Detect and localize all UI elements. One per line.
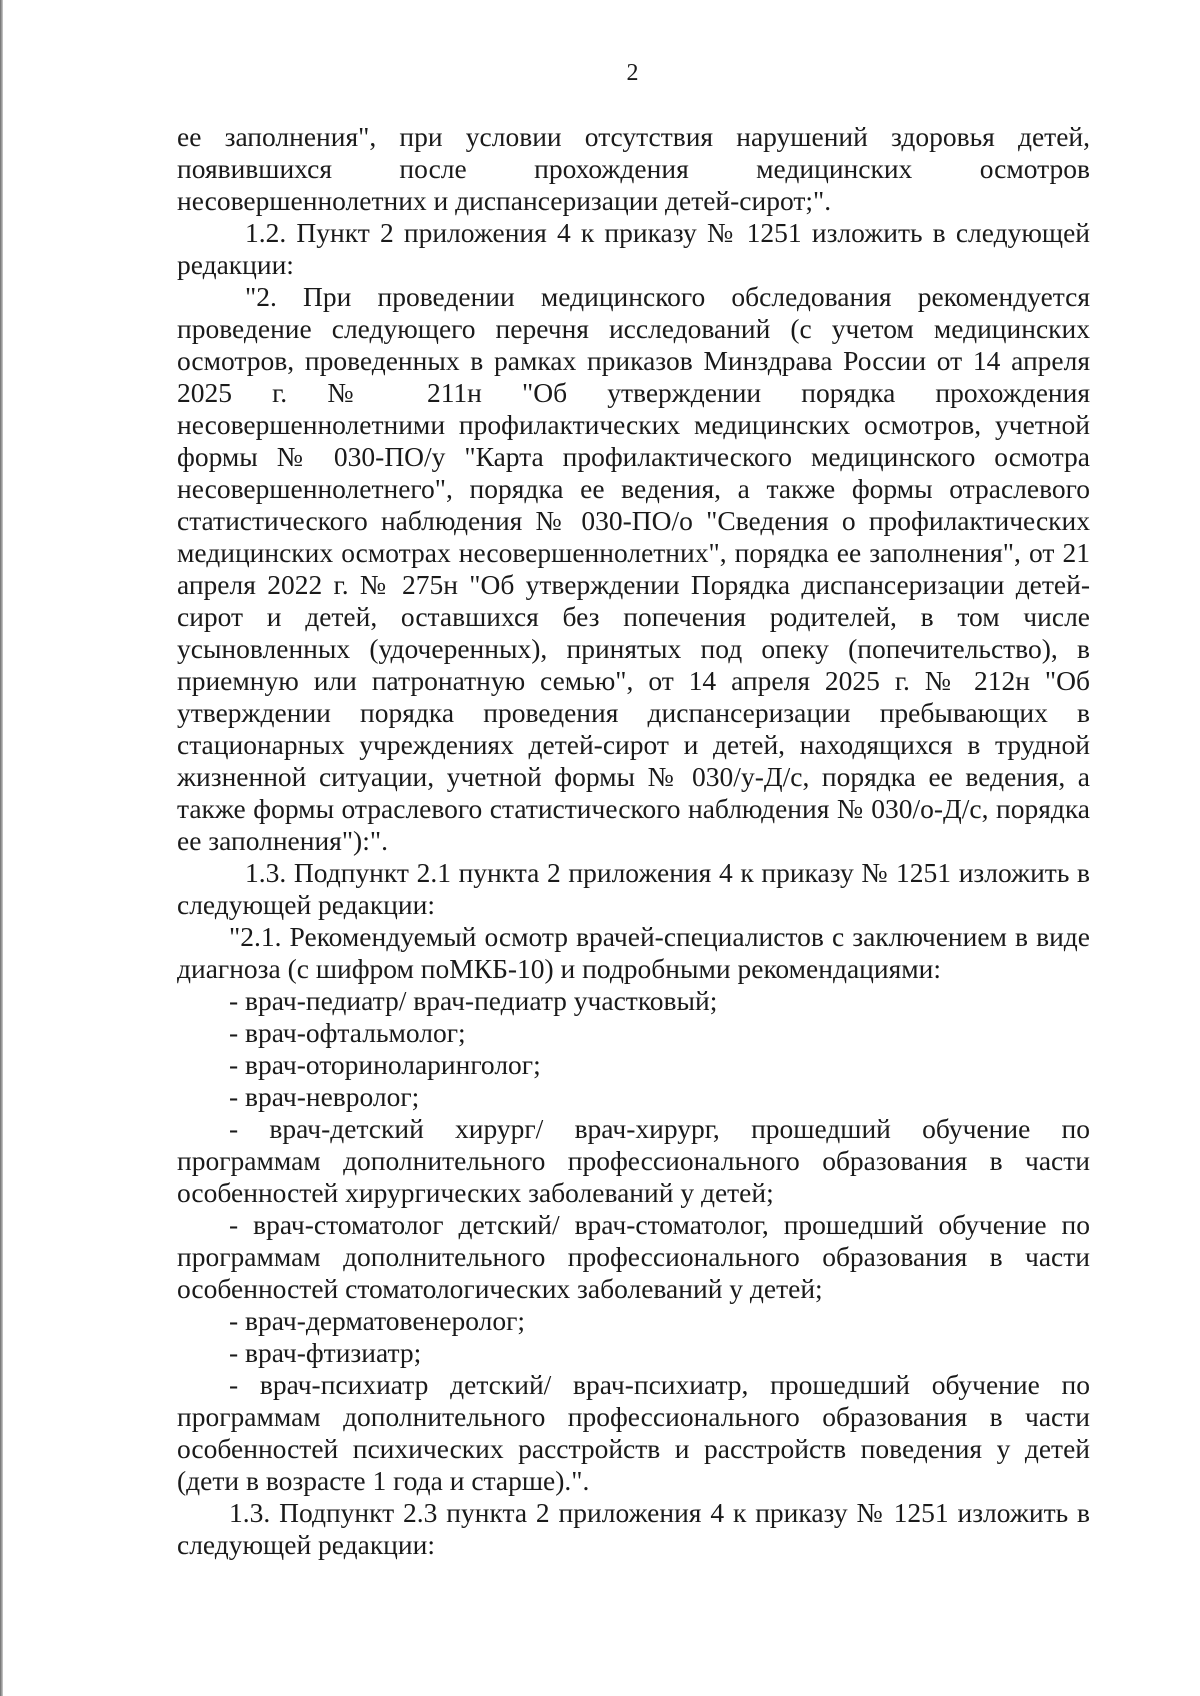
list-item: - врач-оториноларинголог; — [229, 1049, 541, 1080]
paragraph-item-1-3: 1.3. Подпункт 2.1 пункта 2 приложения 4 к приказу № 1251 изложить в следующей редакции: — [177, 857, 1090, 920]
list-item: - врач-педиатр/ врач-педиатр участковый; — [229, 985, 718, 1016]
paragraph-quote-2: "2. При проведении медицинского обследования рекомендуется проведение следующего перечня исследований (с учетом медицинских осмотров, проведенных в рамках приказов Минздрава России от 14 апреля 2025 г. № 211н "Об утверждении порядка прохождения несовершеннолетними профилактических медицинских осмотров, учетной формы № 030-ПО/у "Карта профилактического медицинского осмотра несовершеннолетнего", порядка ее ведения, а также формы отраслевого статистического наблюдения № 030-ПО/о "Сведения о профилактических медицинских осмотрах несовершеннолетних", порядка ее заполнения", от 21 апреля 2022 г. № 275н "Об утверждении Порядка диспансеризации детей-сирот и детей, оставшихся без попечения родителей, в том числе усыновленных (удочеренных), принятых под опеку (попечительство), в приемную или патронатную семью", от 14 апреля 2025 г. № 212н "Об утверждении порядка проведения диспансеризации пребывающих в стационарных учреждениях детей-сирот и детей, находящихся в трудной жизненной ситуации, учетной формы № 030/у-Д/с, порядка ее ведения, а также формы отраслевого статистического наблюдения № 030/о-Д/с, порядка ее заполнения"):". — [177, 281, 1090, 856]
paragraph-quote-2-1: "2.1. Рекомендуемый осмотр врачей-специалистов с заключением в виде диагноза (с шифром поМКБ-10) и подробными рекомендациями: — [177, 921, 1090, 984]
paragraph-continuation: ее заполнения", при условии отсутствия нарушений здоровья детей, появившихся после прохождения медицинских осмотров несовершеннолетних и диспансеризации детей-сирот;". — [177, 121, 1090, 216]
list-item: - врач-невролог; — [229, 1081, 420, 1112]
list-item: - врач-детский хирург/ врач-хирург, прошедший обучение по программам дополнительного профессионального образования в части особенностей хирургических заболеваний у детей; — [177, 1113, 1090, 1208]
paragraph-item-1-3-b: 1.3. Подпункт 2.3 пункта 2 приложения 4 к приказу № 1251 изложить в следующей редакции: — [177, 1497, 1090, 1560]
list-item: - врач-стоматолог детский/ врач-стоматолог, прошедший обучение по программам дополнительного профессионального образования в части особенностей стоматологических заболеваний у детей; — [177, 1209, 1090, 1304]
list-item: - врач-фтизиатр; — [229, 1337, 422, 1368]
list-item: - врач-офтальмолог; — [229, 1017, 466, 1048]
list-item: - врач-дерматовенеролог; — [229, 1305, 525, 1336]
scan-edge — [0, 0, 3, 1696]
paragraph-item-1-2: 1.2. Пункт 2 приложения 4 к приказу № 1251 изложить в следующей редакции: — [177, 217, 1090, 280]
document-body — [177, 121, 1090, 1561]
page-number: 2 — [626, 60, 639, 86]
list-item: - врач-психиатр детский/ врач-психиатр, прошедший обучение по программам дополнительного профессионального образования в части особенностей психических расстройств и расстройств поведения у детей (дети в возрасте 1 года и старше).". — [177, 1369, 1090, 1496]
